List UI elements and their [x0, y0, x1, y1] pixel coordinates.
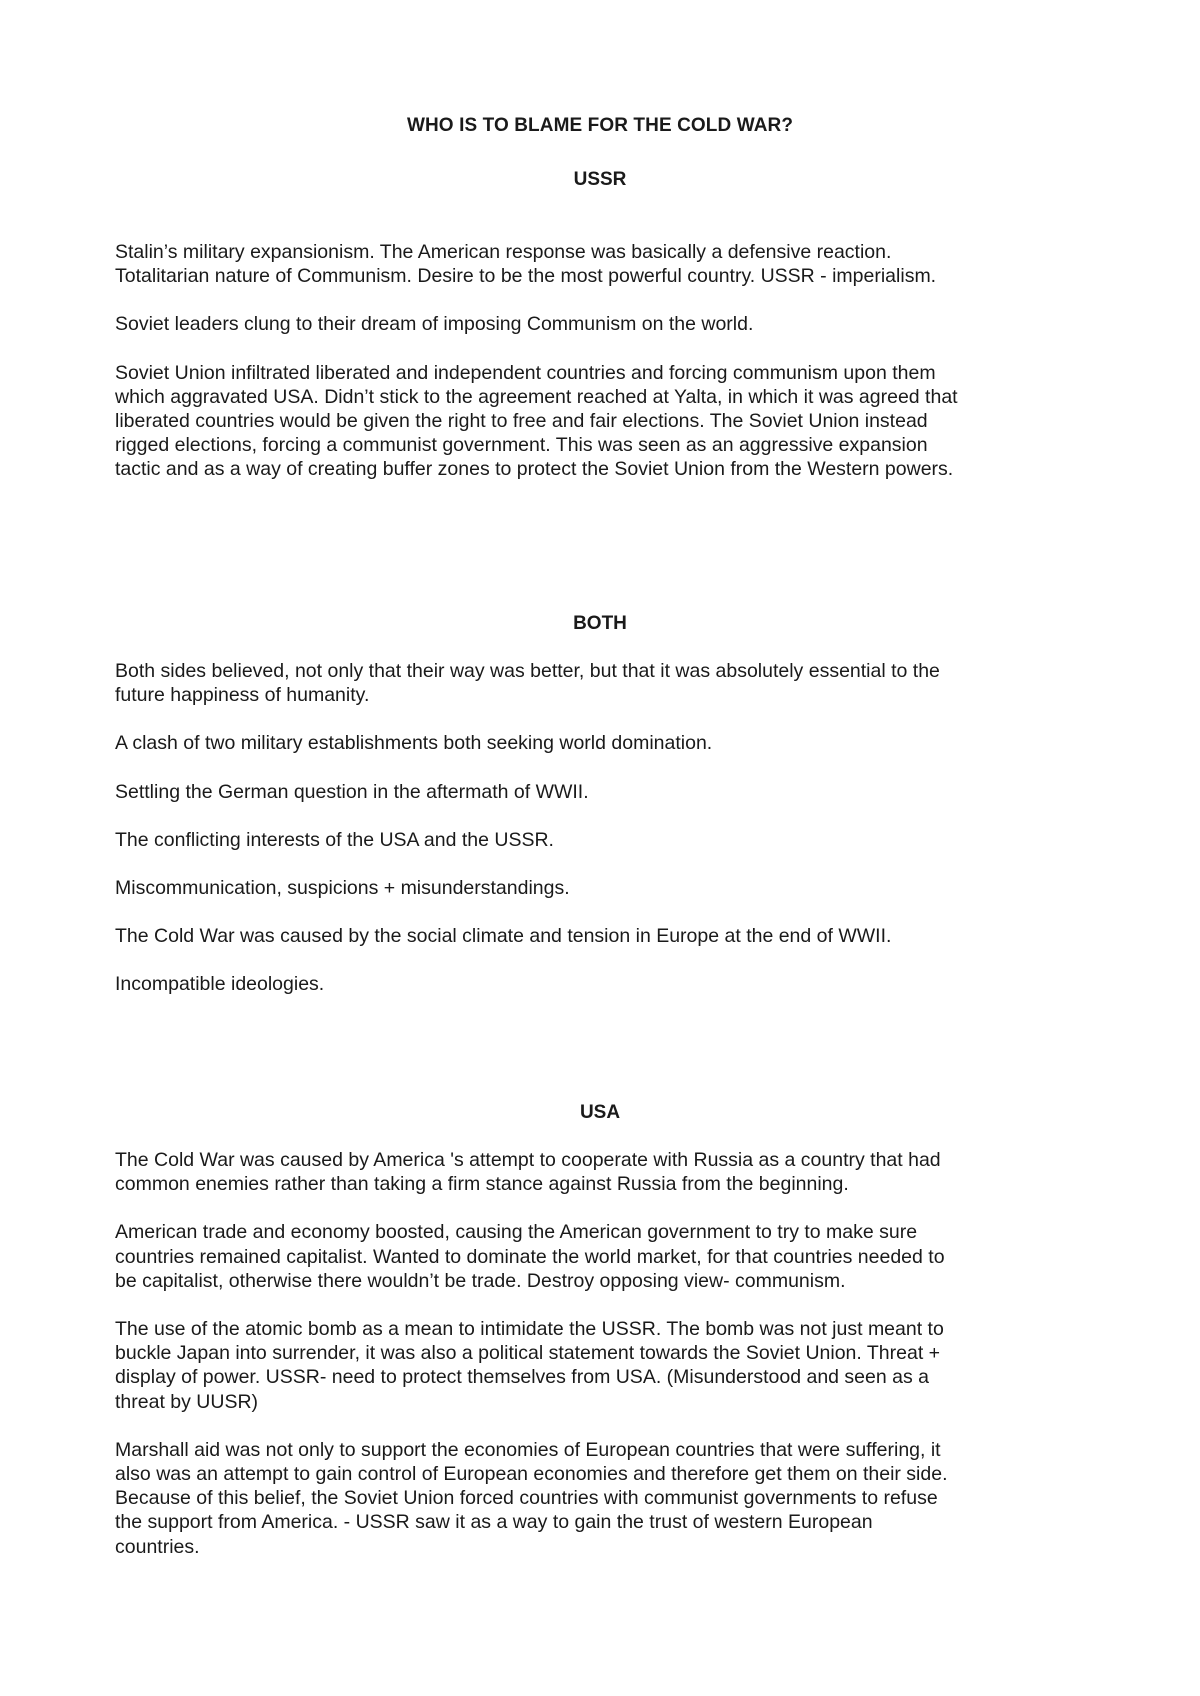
paragraph: Miscommunication, suspicions + misunderstandings.: [115, 877, 570, 900]
paragraph: The Cold War was caused by America 's attempt to cooperate with Russia as a country that had common enemies rather than taking a firm stance against Russia from the beginning.: [115, 1149, 941, 1196]
paragraph: Incompatible ideologies.: [115, 973, 325, 996]
paragraph: Stalin’s military expansionism. The American response was basically a defensive reaction. Totalitarian nature of Communism. Desire to be the most powerful country. USSR - imperialism.: [115, 241, 937, 288]
paragraph: American trade and economy boosted, causing the American government to try to make sure countries remained capitalist. Wanted to dominate the world market, for that countries needed to be capitalist, otherwise there wouldn’t be trade. Destroy opposing view- communism.: [115, 1221, 945, 1292]
paragraph: Both sides believed, not only that their way was better, but that it was absolutely essential to the future happiness of humanity.: [115, 660, 940, 707]
section-both: [115, 659, 1100, 1021]
paragraph: The Cold War was caused by the social climate and tension in Europe at the end of WWII.: [115, 925, 892, 948]
document-title: WHO IS TO BLAME FOR THE COLD WAR?: [406, 115, 794, 136]
section-heading-both: BOTH: [573, 613, 627, 634]
paragraph: Marshall aid was not only to support the economies of European countries that were suffering, it also was an attempt to gain control of European economies and therefore get them on their side. Because of this belief, the Soviet Union forced countries with communist governments to refuse the support from America. - USSR saw it as a way to gain the trust of western European countries.: [115, 1438, 948, 1558]
section-heading-usa: USA: [579, 1102, 621, 1123]
section-usa: [115, 1148, 1100, 1583]
paragraph: Soviet Union infiltrated liberated and independent countries and forcing communism upon them which aggravated USA. Didn’t stick to the agreement reached at Yalta, in which it was agreed that liberated countries would be given the right to free and fair elections. The Soviet Union instead rigged elections, forcing a communist government. This was seen as an aggressive expansion tactic and as a way of creating buffer zones to protect the Soviet Union from the Western powers.: [115, 361, 958, 481]
paragraph: Settling the German question in the aftermath of WWII.: [115, 780, 589, 803]
paragraph: The conflicting interests of the USA and the USSR.: [115, 828, 554, 851]
section-heading-ussr: USSR: [573, 169, 627, 190]
section-ussr: [115, 240, 1100, 482]
paragraph: Soviet leaders clung to their dream of imposing Communism on the world.: [115, 313, 754, 336]
paragraph: A clash of two military establishments both seeking world domination.: [115, 732, 713, 755]
paragraph: The use of the atomic bomb as a mean to intimidate the USSR. The bomb was not just meant to buckle Japan into surrender, it was also a political statement towards the Soviet Union. Threat + display of power. USSR- need to protect themselves from USA. (Misunderstood and seen as a threat by UUSR): [115, 1318, 944, 1413]
